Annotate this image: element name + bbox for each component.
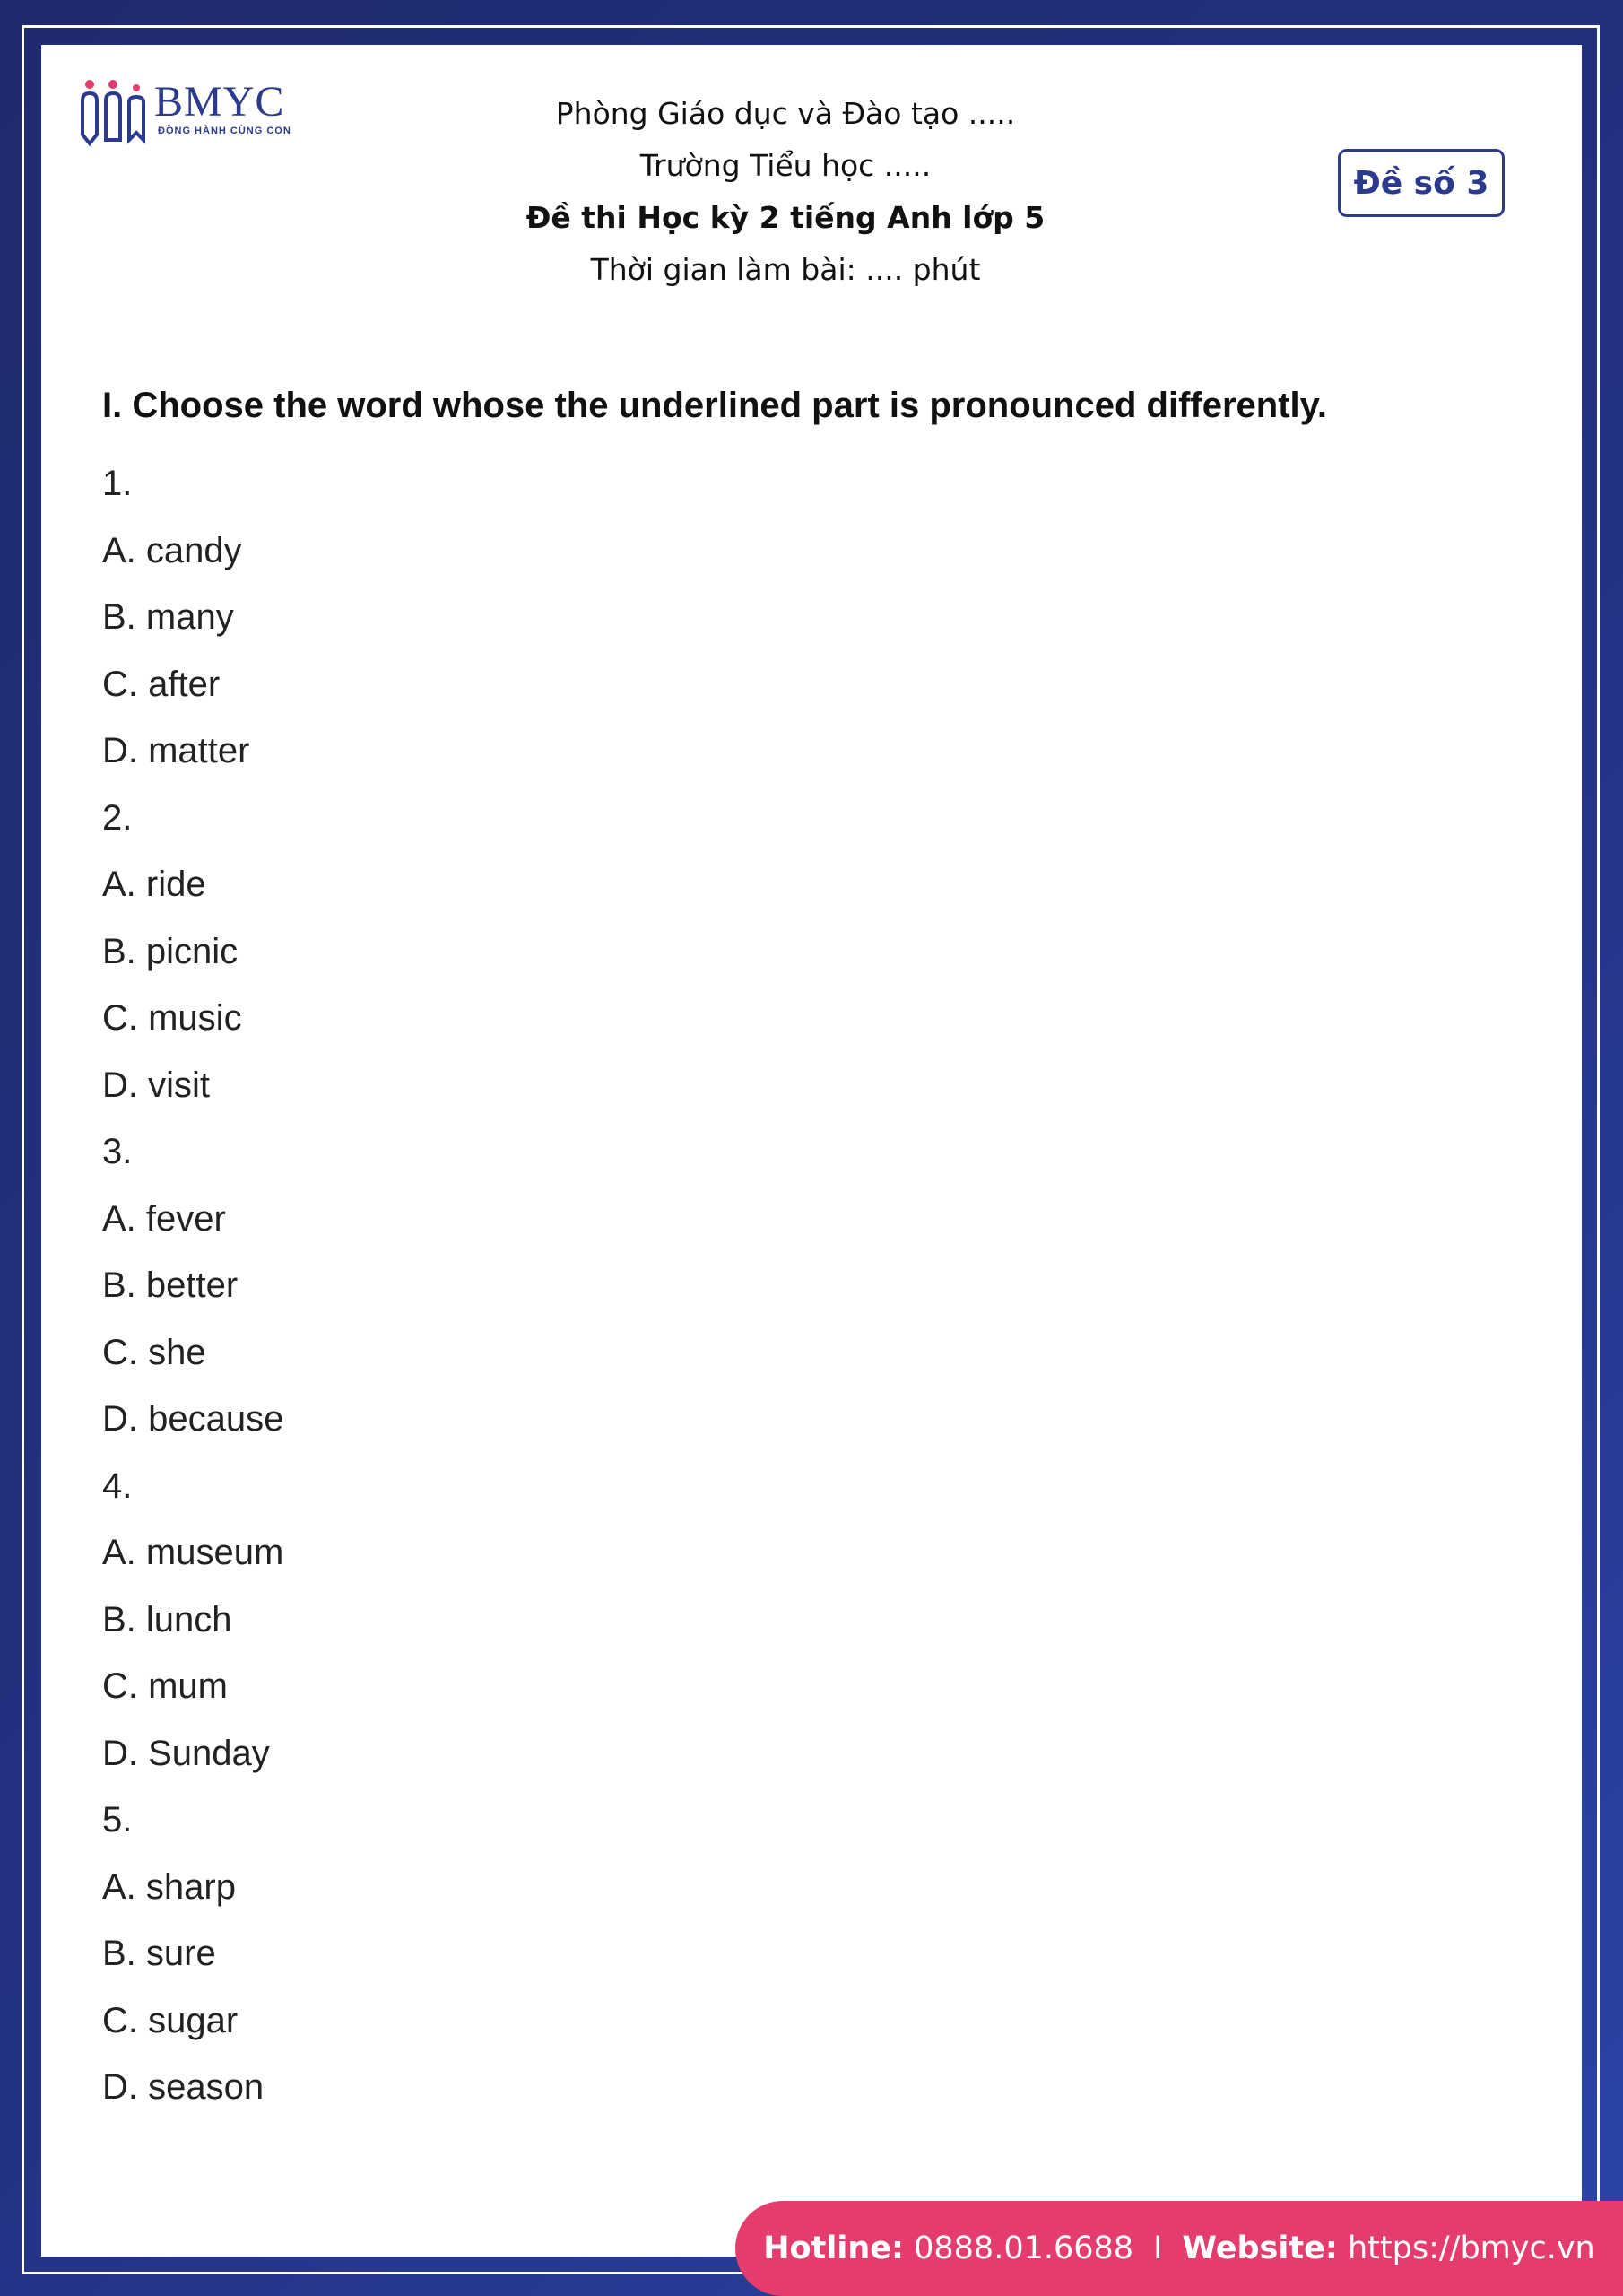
option-b: B. sure [102,1934,216,1973]
logo-icon [79,75,151,152]
question-number: 5. [102,1800,133,1839]
question-number: 3. [102,1132,133,1171]
section-title: I. Choose the word whose the underlined part is pronounced differently. [102,386,1328,425]
option-c: C. music [102,998,242,1038]
option-c: C. sugar [102,2000,239,2040]
question-number: 2. [102,797,133,838]
time-line: Thời gian làm bài: .... phút [590,252,981,287]
website-link[interactable]: https://bmyc.vn [1347,2231,1595,2266]
option-d: D. because [102,1399,284,1439]
option-c: C. she [102,1332,206,1372]
question-number: 1. [102,464,133,503]
option-a: A. candy [102,530,242,570]
option-d: D. season [102,2067,265,2107]
logo-name: BMYC [154,78,285,126]
option-c: C. mum [102,1666,228,1706]
exam-header [337,88,1234,296]
hotline-label: Hotline: [763,2231,904,2266]
question-list [102,450,283,2121]
option-a: A. ride [102,865,206,904]
option-c: C. after [102,664,221,704]
option-d: D. matter [102,731,250,770]
option-b: B. picnic [102,931,239,971]
exam-number-badge: Đề số 3 [1338,149,1505,217]
hotline-number[interactable]: 0888.01.6688 [914,2231,1134,2266]
bmyc-logo [79,72,303,152]
contact-footer [735,2201,1623,2296]
logo-tagline: ĐỒNG HÀNH CÙNG CON [158,126,291,136]
option-a: A. fever [102,1198,226,1239]
option-d: D. visit [102,1065,210,1105]
option-d: D. Sunday [102,1733,270,1773]
option-a: A. museum [102,1533,284,1572]
department-line: Phòng Giáo dục và Đào tạo ..... [555,96,1016,131]
document-page [41,45,1582,2257]
exam-title: Đề thi Học kỳ 2 tiếng Anh lớp 5 [525,200,1046,235]
option-b: B. better [102,1265,239,1305]
option-b: B. many [102,597,234,637]
option-b: B. lunch [102,1599,232,1639]
school-line: Trường Tiểu học ..... [639,148,932,183]
question-number: 4. [102,1465,133,1506]
website-label: Website: [1182,2231,1338,2266]
footer-separator: I [1153,2231,1163,2266]
option-a: A. sharp [102,1866,236,1907]
